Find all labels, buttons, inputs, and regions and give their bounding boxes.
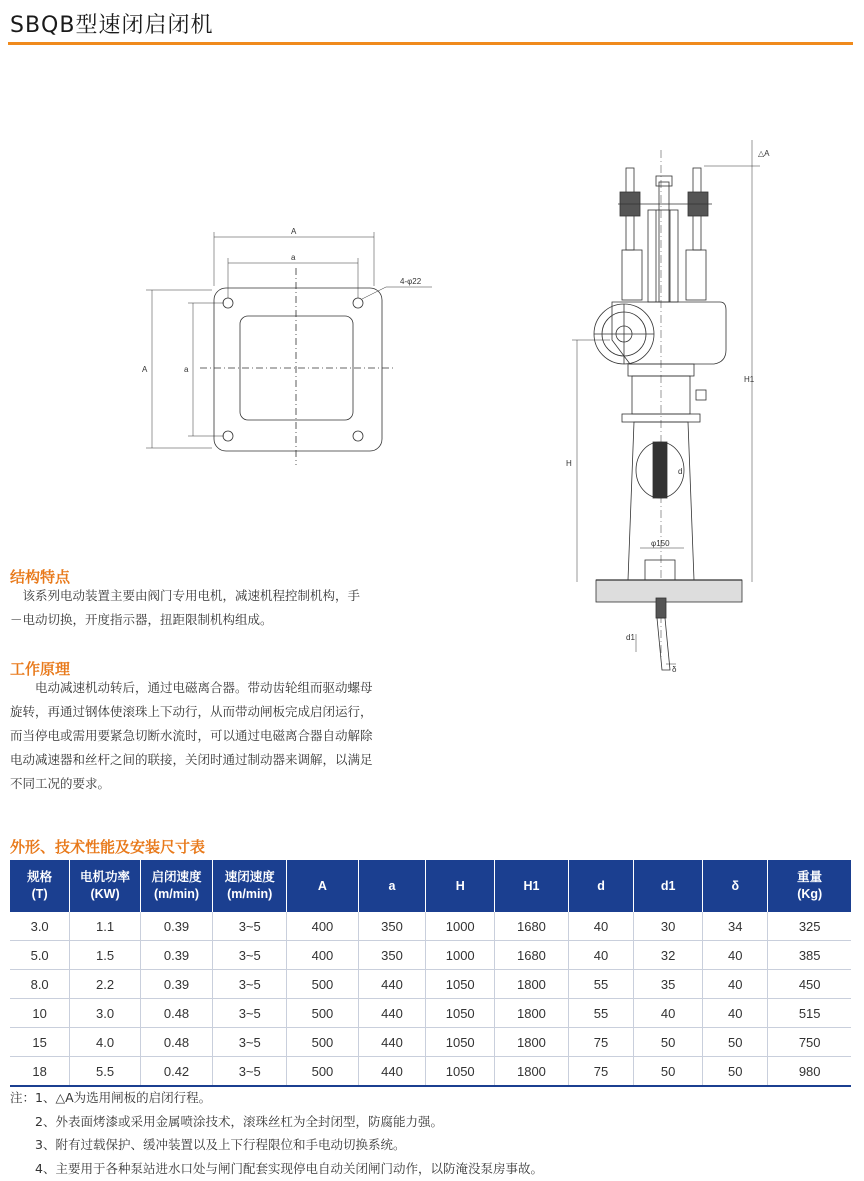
table-cell: 500 <box>287 1028 358 1057</box>
table-header-row <box>10 860 851 912</box>
table-row <box>10 941 851 970</box>
table-cell: 1050 <box>426 999 495 1028</box>
table-cell: 55 <box>568 970 633 999</box>
principle-line: 旋转，再通过钢体使滚珠上下动行，从而带动闸板完成启闭运行， <box>10 704 373 719</box>
table-cell: 75 <box>568 1057 633 1087</box>
table-header-cell: H <box>426 860 495 912</box>
table-cell: 3~5 <box>213 912 287 941</box>
table-cell: 3.0 <box>10 912 70 941</box>
table-cell: 1680 <box>494 912 568 941</box>
table-cell: 3~5 <box>213 1028 287 1057</box>
table-cell: 0.48 <box>140 1028 212 1057</box>
note-line: 注：1、△A为选用闸板的启闭行程。 <box>10 1090 212 1105</box>
table-header-cell: A <box>287 860 358 912</box>
table-heading: 外形、技术性能及安装尺寸表 <box>10 838 206 856</box>
table-cell: 40 <box>568 912 633 941</box>
table-cell: 500 <box>287 970 358 999</box>
dim-A-left: A <box>142 365 148 374</box>
table-cell: 750 <box>768 1028 851 1057</box>
principle-line: 不同工况的要求。 <box>10 776 111 791</box>
table-cell: 1000 <box>426 941 495 970</box>
table-header-cell: 重量 (Kg) <box>768 860 851 912</box>
table-cell: 1800 <box>494 999 568 1028</box>
table-cell: 34 <box>703 912 768 941</box>
table-cell: 1050 <box>426 1028 495 1057</box>
table-cell: 5.5 <box>70 1057 141 1087</box>
dim-delta-A: △A <box>758 149 770 158</box>
table-cell: 1050 <box>426 1057 495 1087</box>
table-cell: 440 <box>358 1057 426 1087</box>
page-title: SBQB型速闭启闭机 <box>10 13 214 38</box>
table-cell: 1.1 <box>70 912 141 941</box>
table-cell: 350 <box>358 941 426 970</box>
table-row <box>10 1028 851 1057</box>
table-row <box>10 912 851 941</box>
note-line: 2、外表面烤漆或采用金属喷涂技术，滚珠丝杠为全封闭型，防腐能力强。 <box>10 1113 443 1129</box>
table-header-cell: d1 <box>634 860 703 912</box>
table-cell: 30 <box>634 912 703 941</box>
table-cell: 3~5 <box>213 970 287 999</box>
table-cell: 440 <box>358 970 426 999</box>
table-header-cell: 电机功率 (KW) <box>70 860 141 912</box>
table-cell: 4.0 <box>70 1028 141 1057</box>
table-cell: 440 <box>358 999 426 1028</box>
table-cell: 500 <box>287 1057 358 1087</box>
structure-heading: 结构特点 <box>10 568 71 586</box>
table-header-cell: d <box>568 860 633 912</box>
table-header-cell: 速闭速度 (m/min) <box>213 860 287 912</box>
dim-H1: H1 <box>744 375 755 384</box>
table-cell: 40 <box>703 970 768 999</box>
table-cell: 400 <box>287 941 358 970</box>
table-cell: 3~5 <box>213 941 287 970</box>
table-cell: 3~5 <box>213 999 287 1028</box>
table-cell: 1000 <box>426 912 495 941</box>
table-row <box>10 970 851 999</box>
principle-heading: 工作原理 <box>10 660 71 678</box>
table-cell: 50 <box>634 1057 703 1087</box>
table-header-cell: δ <box>703 860 768 912</box>
table-cell: 2.2 <box>70 970 141 999</box>
table-cell: 40 <box>703 999 768 1028</box>
table-cell: 1800 <box>494 1028 568 1057</box>
table-cell: 3.0 <box>70 999 141 1028</box>
dim-a-top: a <box>291 253 296 262</box>
table-cell: 0.39 <box>140 912 212 941</box>
principle-line: 电动减速器和丝杆之间的联接，关闭时通过制动器来调解，以满足 <box>10 752 373 767</box>
table-cell: 1680 <box>494 941 568 970</box>
dim-holes: 4-φ22 <box>400 277 422 286</box>
principle-line: 电动减速机动转后，通过电磁离合器。带动齿轮组而驱动螺母 <box>10 680 373 695</box>
table-row <box>10 999 851 1028</box>
table-cell: 0.39 <box>140 970 212 999</box>
dim-A-top: A <box>291 227 297 236</box>
table-cell: 500 <box>287 999 358 1028</box>
table-cell: 50 <box>634 1028 703 1057</box>
table-cell: 440 <box>358 1028 426 1057</box>
dim-H: H <box>566 459 572 468</box>
table-header-cell: 规格 (T) <box>10 860 70 912</box>
table-cell: 40 <box>703 941 768 970</box>
table-cell: 32 <box>634 941 703 970</box>
table-cell: 450 <box>768 970 851 999</box>
table-cell: 1800 <box>494 1057 568 1087</box>
structure-line: －电动切换，开度指示器，扭距限制机构组成。 <box>10 612 273 627</box>
table-header-cell: H1 <box>494 860 568 912</box>
table-cell: 325 <box>768 912 851 941</box>
dim-phi150: φ150 <box>651 539 670 548</box>
table-cell: 35 <box>634 970 703 999</box>
table-cell: 385 <box>768 941 851 970</box>
table-cell: 1800 <box>494 970 568 999</box>
spec-table <box>10 860 851 1087</box>
flange-plan-view <box>142 227 432 465</box>
hoist-elevation-view <box>566 140 770 674</box>
table-cell: 40 <box>568 941 633 970</box>
table-cell: 1050 <box>426 970 495 999</box>
table-cell: 0.39 <box>140 941 212 970</box>
table-body <box>10 912 851 1086</box>
table-cell: 3~5 <box>213 1057 287 1087</box>
table-cell: 0.48 <box>140 999 212 1028</box>
note-line: 4、主要用于各种泵站进水口处与闸门配套实现停电自动关闭闸门动作，以防淹没泵房事故。 <box>10 1160 543 1176</box>
table-row <box>10 1057 851 1087</box>
table-cell: 400 <box>287 912 358 941</box>
table-cell: 5.0 <box>10 941 70 970</box>
table-cell: 55 <box>568 999 633 1028</box>
table-cell: 40 <box>634 999 703 1028</box>
principle-text <box>10 676 410 796</box>
table-cell: 50 <box>703 1028 768 1057</box>
table-cell: 8.0 <box>10 970 70 999</box>
structure-line: 该系列电动装置主要由阀门专用电机，减速机程控制机构，手 <box>10 588 361 603</box>
table-cell: 18 <box>10 1057 70 1087</box>
notes <box>10 1086 543 1180</box>
table-cell: 50 <box>703 1057 768 1087</box>
dim-a-left: a <box>184 365 189 374</box>
table-cell: 1.5 <box>70 941 141 970</box>
table-cell: 75 <box>568 1028 633 1057</box>
table-cell: 980 <box>768 1057 851 1087</box>
table-cell: 515 <box>768 999 851 1028</box>
dim-d: d <box>678 467 683 476</box>
structure-text <box>10 584 410 632</box>
table-cell: 15 <box>10 1028 70 1057</box>
table-cell: 10 <box>10 999 70 1028</box>
table-cell: 0.42 <box>140 1057 212 1087</box>
principle-line: 而当停电或需用要紧急切断水流时，可以通过电磁离合器自动解除 <box>10 728 373 743</box>
table-cell: 350 <box>358 912 426 941</box>
dim-d1: d1 <box>626 633 635 642</box>
note-line: 3、附有过载保护、缓冲装置以及上下行程限位和手电动切换系统。 <box>10 1137 406 1152</box>
table-header-cell: 启闭速度 (m/min) <box>140 860 212 912</box>
table-header-cell: a <box>358 860 426 912</box>
dim-delta: δ <box>672 665 677 674</box>
